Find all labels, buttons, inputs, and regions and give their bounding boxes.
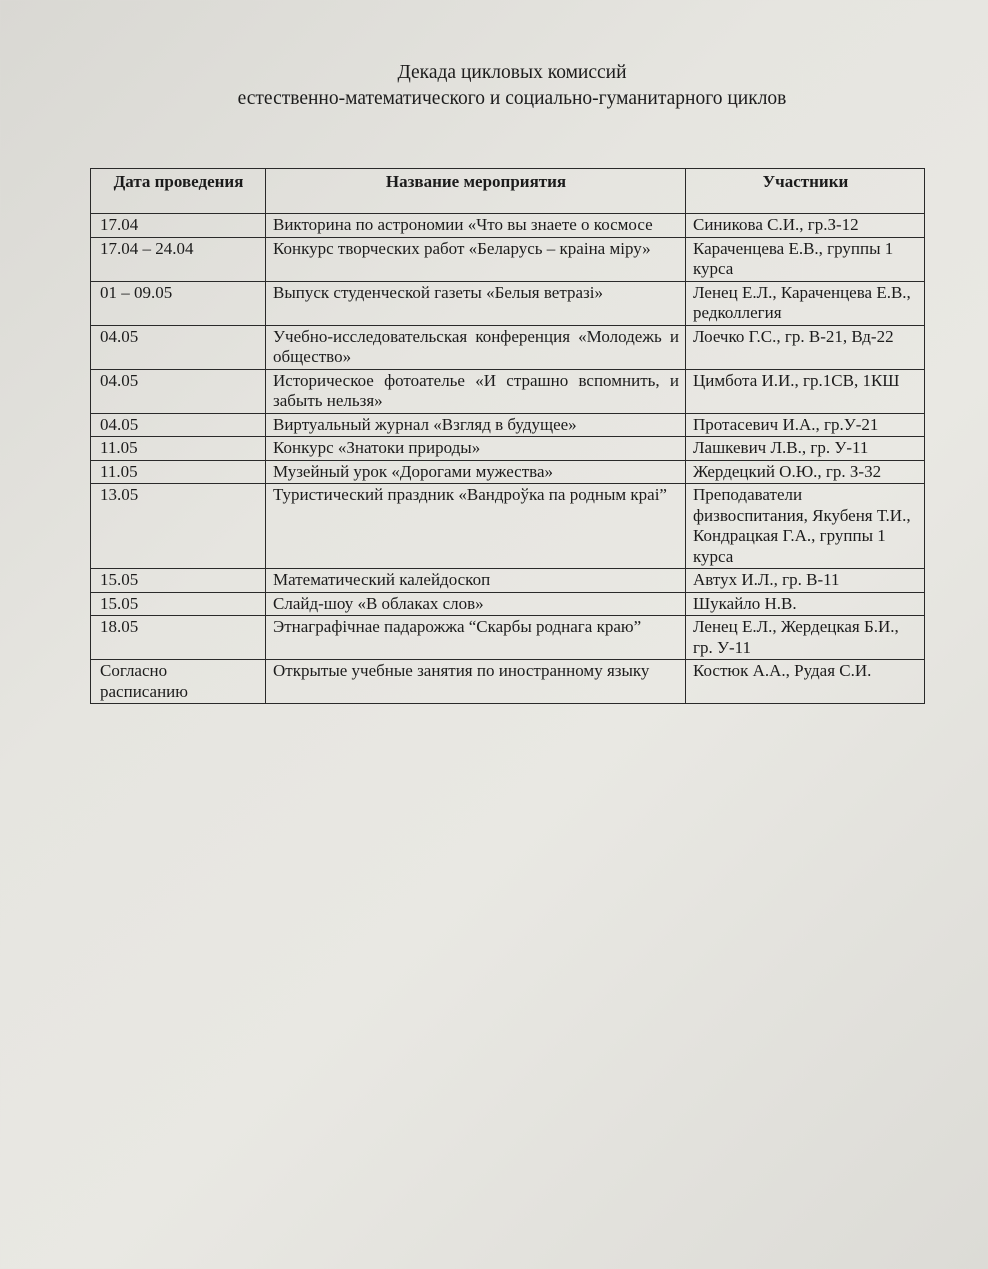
table-row [91, 325, 925, 369]
cell-event: Конкурс творческих работ «Беларусь – краіна міру» [266, 237, 686, 281]
cell-participants: Преподаватели физвоспитания, Якубеня Т.И., Кондрацкая Г.А., группы 1 курса [686, 484, 925, 569]
cell-event: Туристический праздник «Вандроўка па родным краі” [266, 484, 686, 569]
cell-event: Конкурс «Знатоки природы» [266, 437, 686, 461]
table-row [91, 413, 925, 437]
cell-participants: Лоечко Г.С., гр. В-21, Вд-22 [686, 325, 925, 369]
table-row [91, 484, 925, 569]
table-header-row [91, 169, 925, 214]
table-row [91, 569, 925, 593]
cell-date: 15.05 [91, 569, 266, 593]
table-row [91, 660, 925, 704]
cell-date: 04.05 [91, 369, 266, 413]
cell-event: Виртуальный журнал «Взгляд в будущее» [266, 413, 686, 437]
title-line-2: естественно-математического и социально-гуманитарного циклов [237, 88, 787, 109]
table-row [91, 281, 925, 325]
cell-date: 11.05 [91, 460, 266, 484]
cell-date: 15.05 [91, 592, 266, 616]
cell-participants: Автух И.Л., гр. В-11 [686, 569, 925, 593]
cell-participants: Лашкевич Л.В., гр. У-11 [686, 437, 925, 461]
header-participants: Участники [686, 169, 925, 214]
document-title [0, 60, 988, 112]
table-row [91, 437, 925, 461]
cell-date: 17.04 [91, 214, 266, 238]
table-row [91, 369, 925, 413]
cell-participants: Караченцева Е.В., группы 1 курса [686, 237, 925, 281]
cell-event: Математический калейдоскоп [266, 569, 686, 593]
table-row [91, 592, 925, 616]
cell-date: Согласно расписанию [91, 660, 266, 704]
cell-event: Учебно-исследовательская конференция «Молодежь и общество» [266, 325, 686, 369]
cell-participants: Протасевич И.А., гр.У-21 [686, 413, 925, 437]
header-event: Название мероприятия [266, 169, 686, 214]
table-row [91, 460, 925, 484]
cell-date: 04.05 [91, 325, 266, 369]
cell-event: Викторина по астрономии «Что вы знаете о космосе [266, 214, 686, 238]
cell-participants: Ленец Е.Л., Жердецкая Б.И., гр. У-11 [686, 616, 925, 660]
cell-date: 17.04 – 24.04 [91, 237, 266, 281]
cell-event: Открытые учебные занятия по иностранному языку [266, 660, 686, 704]
cell-event: Выпуск студенческой газеты «Белыя ветразі» [266, 281, 686, 325]
cell-event: Историческое фотоателье «И страшно вспомнить, и забыть нельзя» [266, 369, 686, 413]
cell-participants: Цимбота И.И., гр.1СВ, 1КШ [686, 369, 925, 413]
cell-participants: Костюк А.А., Рудая С.И. [686, 660, 925, 704]
cell-date: 11.05 [91, 437, 266, 461]
cell-participants: Шукайло Н.В. [686, 592, 925, 616]
cell-date: 04.05 [91, 413, 266, 437]
cell-event: Музейный урок «Дорогами мужества» [266, 460, 686, 484]
cell-date: 13.05 [91, 484, 266, 569]
cell-date: 18.05 [91, 616, 266, 660]
table-row [91, 616, 925, 660]
title-line-1: Декада цикловых комиссий [397, 62, 627, 83]
cell-participants: Ленец Е.Л., Караченцева Е.В., редколлегия [686, 281, 925, 325]
cell-date: 01 – 09.05 [91, 281, 266, 325]
cell-participants: Жердецкий О.Ю., гр. З-32 [686, 460, 925, 484]
cell-event: Слайд-шоу «В облаках слов» [266, 592, 686, 616]
cell-participants: Синикова С.И., гр.З-12 [686, 214, 925, 238]
table-row [91, 237, 925, 281]
table-row [91, 214, 925, 238]
header-date: Дата проведения [91, 169, 266, 214]
events-table [90, 168, 925, 704]
cell-event: Этнаграфічнае падарожжа “Скарбы роднага краю” [266, 616, 686, 660]
